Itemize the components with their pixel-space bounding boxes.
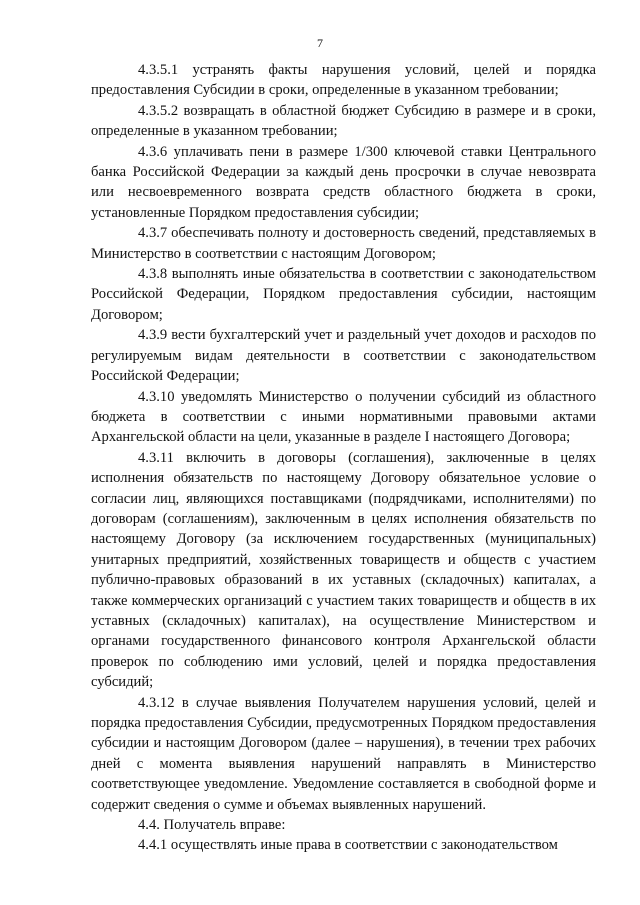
- document-body: [91, 60, 596, 856]
- paragraph-4-3-9: 4.3.9 вести бухгалтерский учет и раздельный учет доходов и расходов по регулируемым видам деятельности в соответствии с законодательством Российской Федерации;: [91, 327, 596, 385]
- paragraph-4-3-12: 4.3.12 в случае выявления Получателем нарушения условий, целей и порядка предоставления Субсидии, предусмотренных Порядком предоставления субсидии и настоящим Договором (далее – нарушения), в течении трех рабочих дней с момента выявления нарушений направлять в Министерство соответствующее уведомление. Уведомление составляется в свободной форме и содержит сведения о сумме и объемах выявленных нарушений.: [91, 694, 596, 813]
- paragraph-4-3-5-1: 4.3.5.1 устранять факты нарушения условий, целей и порядка предоставления Субсидии в сроки, определенные в указанном требовании;: [91, 62, 596, 99]
- paragraph-4-4-1: 4.4.1 осуществлять иные права в соответствии с законодательством: [138, 837, 558, 854]
- page-number: 7: [317, 36, 323, 50]
- paragraph-4-3-8: 4.3.8 выполнять иные обязательства в соответствии с законодательством Российской Федерации, Порядком предоставления субсидии, настоящим Договором;: [91, 266, 596, 323]
- paragraph-4-3-5-2: 4.3.5.2 возвращать в областной бюджет Субсидию в размере и в сроки, определенные в указанном требовании;: [91, 102, 596, 140]
- paragraph-4-4: 4.4. Получатель вправе:: [138, 817, 286, 834]
- paragraph-4-3-6: 4.3.6 уплачивать пени в размере 1/300 ключевой ставки Центрального банка Российской Федерации за каждый день просрочки в случае невозврата или несвоевременного возврата средств областного бюджета в сроки, установленные Порядком предоставления субсидии;: [91, 143, 596, 221]
- paragraph-4-3-7: 4.3.7 обеспечивать полноту и достоверность сведений, представляемых в Министерство в соответствии с настоящим Договором;: [91, 225, 596, 262]
- paragraph-4-3-10: 4.3.10 уведомлять Министерство о получении субсидий из областного бюджета в соответствии с иными нормативными правовыми актами Архангельской области на цели, указанные в разделе I настоящего Договора;: [91, 388, 596, 446]
- paragraph-4-3-11: 4.3.11 включить в договоры (соглашения), заключенные в целях исполнения обязательств по настоящему Договору обязательное условие о согласии лиц, являющихся поставщиками (подрядчиками, исполнителями) по договорам (соглашениям), заключенным в целях исполнения обязательств по настоящему Договору (за исключением государственных (муниципальных) унитарных предприятий, хозяйственных товариществ и обществ с участием публично-правовых образований в их уставных (складочных) капиталах, а также коммерческих организаций с участием таких товариществ и обществ в их уставных (складочных) капиталах), на осуществление Министерством и органами государственного финансового контроля Архангельской области проверок по соблюдению ими условий, целей и порядка предоставления субсидий;: [91, 449, 596, 691]
